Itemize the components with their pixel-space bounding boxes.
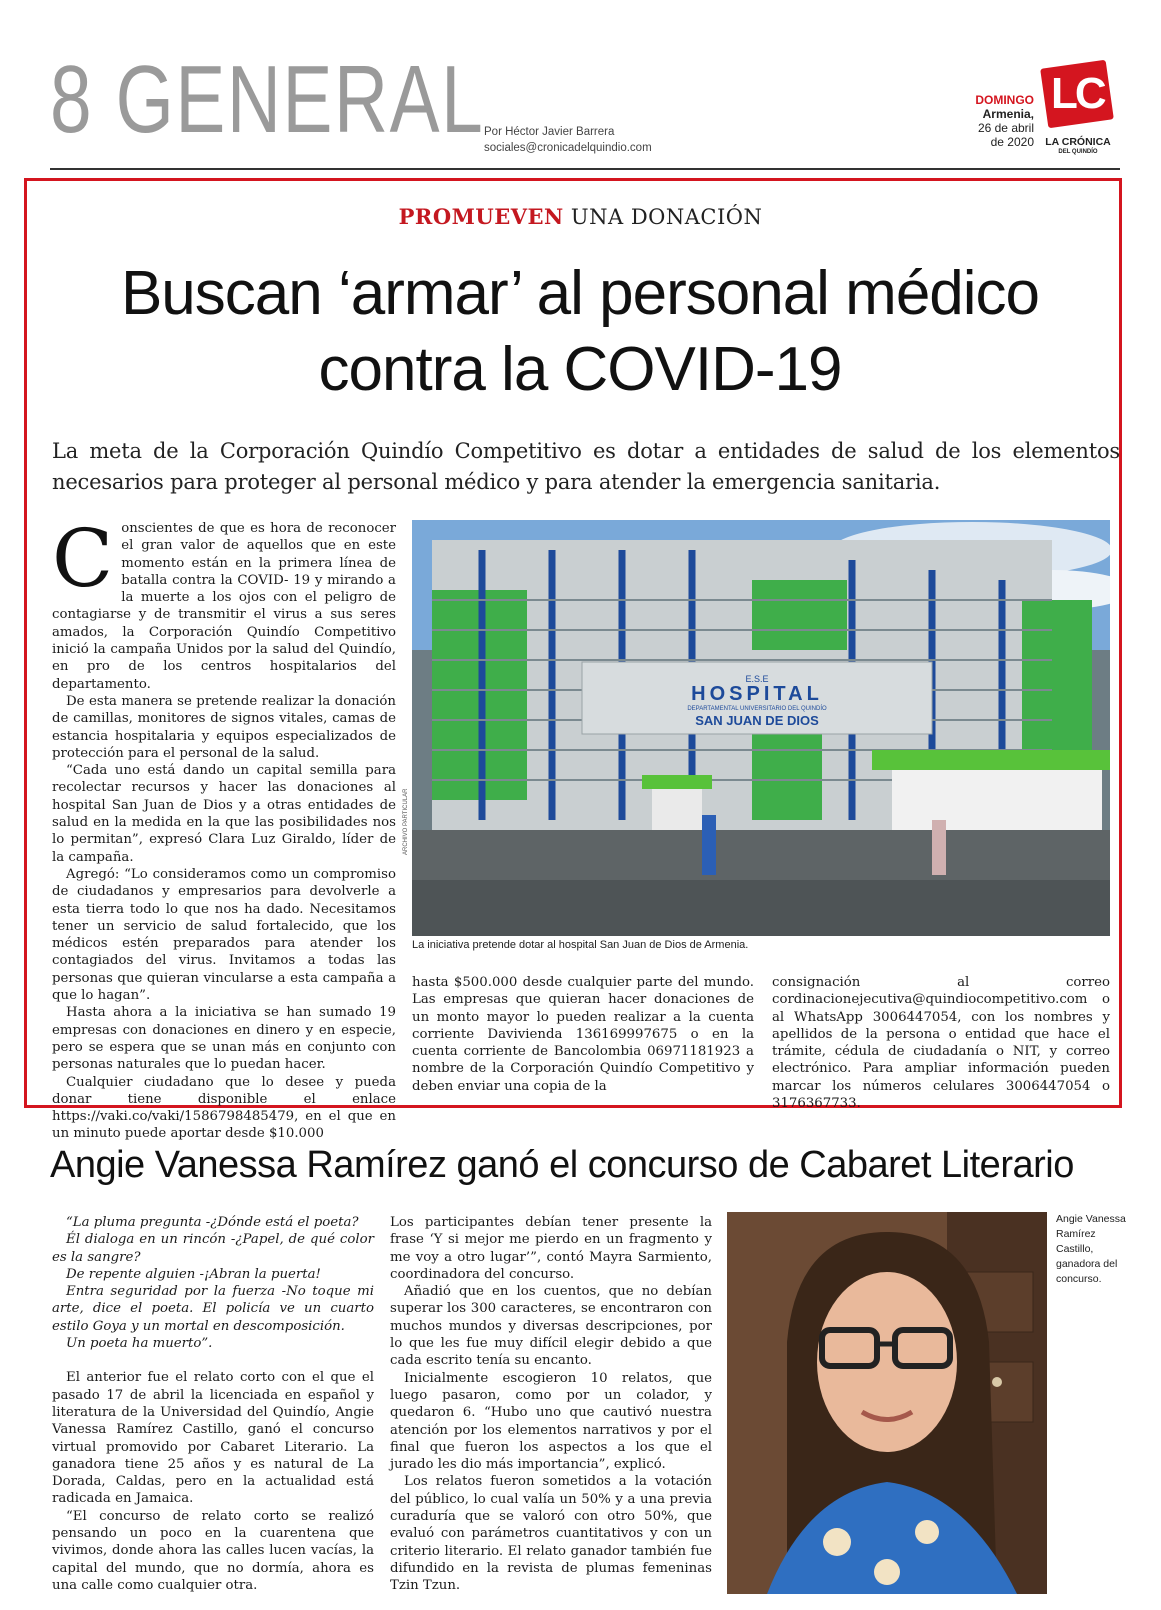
photo-credit: ARCHIVO PARTICULAR — [403, 788, 409, 855]
poem-line: Él dialoga en un rincón -¿Papel, de qué color es la sangre? — [52, 1232, 374, 1265]
kicker-rest: UNA DONACIÓN — [563, 205, 763, 229]
sign-name-text: SAN JUAN DE DIOS — [695, 713, 819, 728]
article2-column-1 — [52, 1214, 374, 1594]
logo-mark — [1040, 60, 1114, 129]
article-deck: La meta de la Corporación Quindío Competitivo es dotar a entidades de salud de los elementos necesarios para proteger al personal médico y para atender la emergencia sanitaria. — [52, 439, 1120, 494]
drop-cap: C — [52, 512, 114, 605]
article-kicker — [0, 204, 1161, 229]
sign-small-text: E.S.E — [745, 674, 769, 684]
article-column-2 — [412, 974, 754, 1095]
issue-date — [900, 93, 1034, 149]
header-rule — [50, 168, 1120, 170]
paragraph: hasta $500.000 desde cualquier parte del mundo. Las empresas que quieran hacer donaciones de un monto mayor lo pueden realizar a la cuenta corriente Davivienda 136169997675 o en la cuenta corriente de Bancolombia 06971181923 a nombre de la Corporación Quindío Competitivo y deben enviar una copia de la — [412, 975, 754, 1094]
poem-line: De repente alguien -¡Abran la puerta! — [66, 1266, 321, 1282]
byline — [484, 124, 652, 156]
paragraph: Cualquier ciudadano que lo desee y pueda donar tiene disponible el enlace https://vaki.co/vaki/1586798485479, en el que en un minuto puede aportar desde $10.000 — [52, 1074, 396, 1142]
paragraph: El anterior fue el relato corto con el que el pasado 17 de abril la licenciada en español y literatura de la Universidad del Quindío, Angie Vanessa Ramírez Castillo, ganó el concurso virtual promovido por Cabaret Literario. La ganadora tiene 25 años y es natural de La Dorada, Caldas, pero en la actualidad está radicada en Jamaica. — [52, 1370, 374, 1507]
article-headline — [40, 256, 1120, 408]
paragraph: Los relatos fueron sometidos a la votación del público, lo cual valía un 50% y a una previa curaduría que se valoró con otro 50%, que evaluó con parámetros cuantitativos y con un criterio literario. El relato ganador también fue difundido en la revista de plumas femeninas Tzin Tzun. — [390, 1474, 712, 1594]
logo-sub: DEL QUINDÍO — [1058, 149, 1098, 155]
paragraph: Añadió que en los cuentos, que no debían superar los 300 caracteres, se encontraron con muchos mundos y diversas descripciones, por lo que les fue muy difícil elegir debido a que cada escrito tenía su encanto. — [390, 1284, 712, 1369]
paragraph: “Cada uno está dando un capital semilla para recolectar recursos y hacer las donaciones al hospital San Juan de Dios y a otras entidades de salud en la medida en la que las posibilidades nos lo permitan”, expresó Clara Luz Giraldo, líder de la campaña. — [52, 763, 396, 865]
date-city: Armenia, — [982, 107, 1034, 121]
hospital-photo — [412, 520, 1110, 936]
date-day: DOMINGO — [975, 93, 1034, 107]
poem-line: “La pluma pregunta -¿Dónde está el poeta? — [66, 1215, 359, 1230]
headline-line-2: contra la COVID-19 — [318, 335, 842, 404]
paragraph: Inicialmente escogieron 10 relatos, que luego pasaron, como por un colador, y quedaron 6. “Hubo uno que cautivó nuestra atención por los elementos narrativos y por el final que fueron los aspectos a los que el jurado les dio más importancia”, explicó. — [390, 1370, 712, 1473]
byline-author: Por Héctor Javier Barrera — [484, 126, 615, 138]
portrait-illustration — [727, 1212, 1047, 1594]
photo-caption: La iniciativa pretende dotar al hospital San Juan de Dios de Armenia. — [412, 939, 749, 951]
newspaper-logo — [1040, 58, 1116, 162]
paragraph: Conscientes de que es hora de reconocer el gran valor de aquellos que en este momento están en la primera línea de batalla contra la COVID- 19 y mirando a la muerte a los ojos con el peligro de contagiarse y de transmitir el virus a sus seres amados, la Corporación Quindío Competitivo inició la campaña Unidos por la salud del Quindío, en pro de los centros hospitalarios del departamento. — [52, 512, 396, 692]
paragraph: “El concurso de relato corto se realizó pensando un poco en la cuarentena que vivimos, donde ahora las calles lucen vacías, la capital del mundo, que no dormía, ahora es una calle como cualquier otra. — [52, 1508, 374, 1593]
paragraph: De esta manera se pretende realizar la donación de camillas, monitores de signos vitales, camas de estancia hospitalaria y equipos especializados de protección para el personal de la salud. — [52, 693, 396, 761]
sign-sub-text: DEPARTAMENTAL UNIVERSITARIO DEL QUINDÍO — [687, 706, 827, 712]
article2-column-2 — [390, 1214, 712, 1595]
article-column-1 — [52, 512, 396, 1143]
portrait-caption: Angie Vanessa Ramírez Castillo, ganadora del concurso. — [1056, 1213, 1126, 1285]
paragraph: Agregó: “Lo consideramos como un compromiso de ciudadanos y empresarios para devolverle a esta tierra todo lo que nos ha dado. Necesitamos tener un servicio de salud fortalecido, que los médicos estén preparados para atender los contagiados del virus. Invitamos a todas las personas que quieran vincularse a esta campaña a que lo hagan”. — [52, 866, 396, 1004]
poem-line: Entra seguridad por la fuerza -No toque mi arte, dice el poeta. El policía ve un cuarto estilo Goya y un mortal en descomposición. — [52, 1284, 374, 1334]
poem-line: Un poeta ha muerto”. — [66, 1336, 213, 1352]
article-column-3 — [772, 974, 1110, 1112]
headline-line-1: Buscan ‘armar’ al personal médico — [120, 259, 1040, 328]
paragraph: Hasta ahora a la iniciativa se han sumado 19 empresas con donaciones en dinero y en especie, pero se espera que se unan más en conjunto con personas naturales que lo puedan hacer. — [52, 1005, 396, 1073]
portrait-photo — [727, 1212, 1047, 1594]
date-date: 26 de abril — [977, 121, 1034, 135]
byline-email[interactable]: sociales@cronicadelquindio.com — [484, 142, 652, 154]
hospital-illustration — [412, 520, 1110, 936]
sign-big-text: HOSPITAL — [691, 683, 823, 705]
logo-name: LA CRÓNICA — [1045, 136, 1111, 148]
article2-headline: Angie Vanessa Ramírez ganó el concurso de Cabaret Literario — [50, 1144, 1074, 1186]
logo-letters: LC — [1050, 69, 1104, 118]
kicker-highlight: PROMUEVEN — [398, 204, 564, 229]
page-section-label: 8 GENERAL — [50, 46, 485, 153]
paragraph: Los participantes debían tener presente la frase ‘Y si mejor me pierdo en un fragmento y me voy a otro lugar’”, contó Mayra Sarmiento, coordinadora del concurso. — [390, 1215, 712, 1282]
paragraph: consignación al correo cordinacionejecutiva@quindiocompetitivo.com o al WhatsApp 3006447054, con los nombres y apellidos de la persona o entidad que hace el trámite, cédula de ciudadanía o NIT, y correo electrónico. Para ampliar información pueden marcar los números celulares 3006447054 o 3176367733. — [772, 975, 1110, 1112]
date-year: de 2020 — [990, 135, 1034, 149]
